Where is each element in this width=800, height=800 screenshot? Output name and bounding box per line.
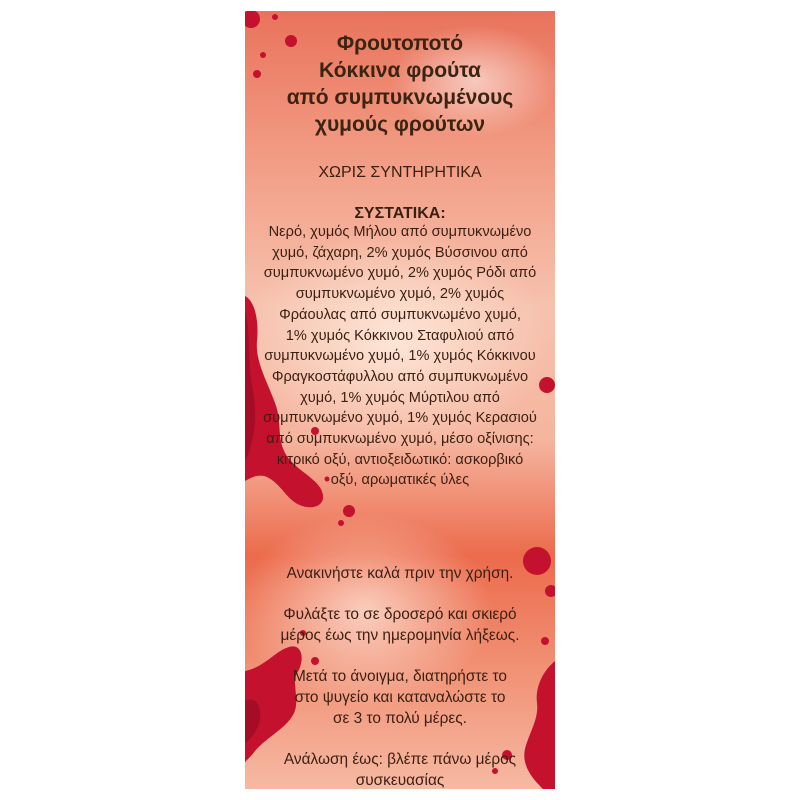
note-line: στο ψυγείο και καταναλώστε το	[294, 689, 506, 706]
note-line: Ανακινήστε καλά πριν την χρήση.	[286, 565, 514, 582]
storage-instruction	[245, 604, 555, 646]
no-preservatives-text: ΧΩΡΙΣ ΣΥΝΤΗΡΗΤΙΚΑ	[318, 164, 482, 181]
product-label	[245, 11, 555, 789]
note-line: σε 3 το πολύ μέρες.	[333, 710, 467, 727]
after-opening-instruction	[245, 666, 555, 729]
ingredients-line: συμπυκνωμένο χυμό, 2% χυμός Ρόδι από	[263, 265, 537, 282]
shake-instruction	[245, 563, 555, 584]
title-line: Φρουτοποτό	[336, 32, 464, 55]
ingredients-line: κιτρικό οξύ, αντιοξειδωτικό: ασκορβικό	[276, 451, 524, 468]
ingredients-line: συμπυκνωμένο χυμό, 1% χυμός Κερασιού	[263, 410, 537, 427]
ingredients-line: χυμό, ζάχαρη, 2% χυμός Βύσσινου από	[272, 244, 528, 261]
note-line: Ανάλωση έως: βλέπε πάνω μέρος	[283, 751, 517, 768]
ingredients-line: οξύ, αρωματικές ύλες	[330, 472, 470, 489]
title-line: χυμούς φρούτων	[314, 113, 486, 136]
note-line: Φυλάξτε το σε δροσερό και σκιερό	[283, 606, 517, 623]
ingredients-heading: ΣΥΣΤΑΤΙΚΑ:	[354, 205, 446, 222]
ingredients-line: συμπυκνωμένο χυμό, 2% χυμός	[295, 286, 505, 303]
note-line: μέρος έως την ημερομηνία λήξεως.	[280, 627, 520, 644]
ingredients-line: συμπυκνωμένο χυμό, 1% χυμός Κόκκινου	[264, 348, 536, 365]
note-line: συσκευασίας	[355, 772, 445, 789]
ingredients-line: 1% χυμός Κόκκινου Σταφυλιού από	[285, 327, 515, 344]
ingredients-line: Φραγκοστάφυλλου από συμπυκνωμένο	[271, 368, 529, 385]
product-title	[245, 30, 555, 138]
note-line: Μετά το άνοιγμα, διατηρήστε το	[293, 668, 507, 685]
title-line: από συμπυκνωμένους	[286, 86, 514, 109]
ingredients-text	[245, 222, 555, 491]
ingredients-line: από συμπυκνωμένο χυμό, μέσο οξίνισης:	[266, 431, 534, 448]
ingredients-line: Νερό, χυμός Μήλου από συμπυκνωμένο	[268, 224, 532, 240]
ingredients-line: Φράουλας από συμπυκνωμένο χυμό,	[279, 306, 521, 323]
ingredients-line: χυμό, 1% χυμός Μύρτιλου από	[300, 389, 500, 406]
best-before-text	[245, 749, 555, 789]
title-line: Κόκκινα φρούτα	[319, 59, 481, 82]
